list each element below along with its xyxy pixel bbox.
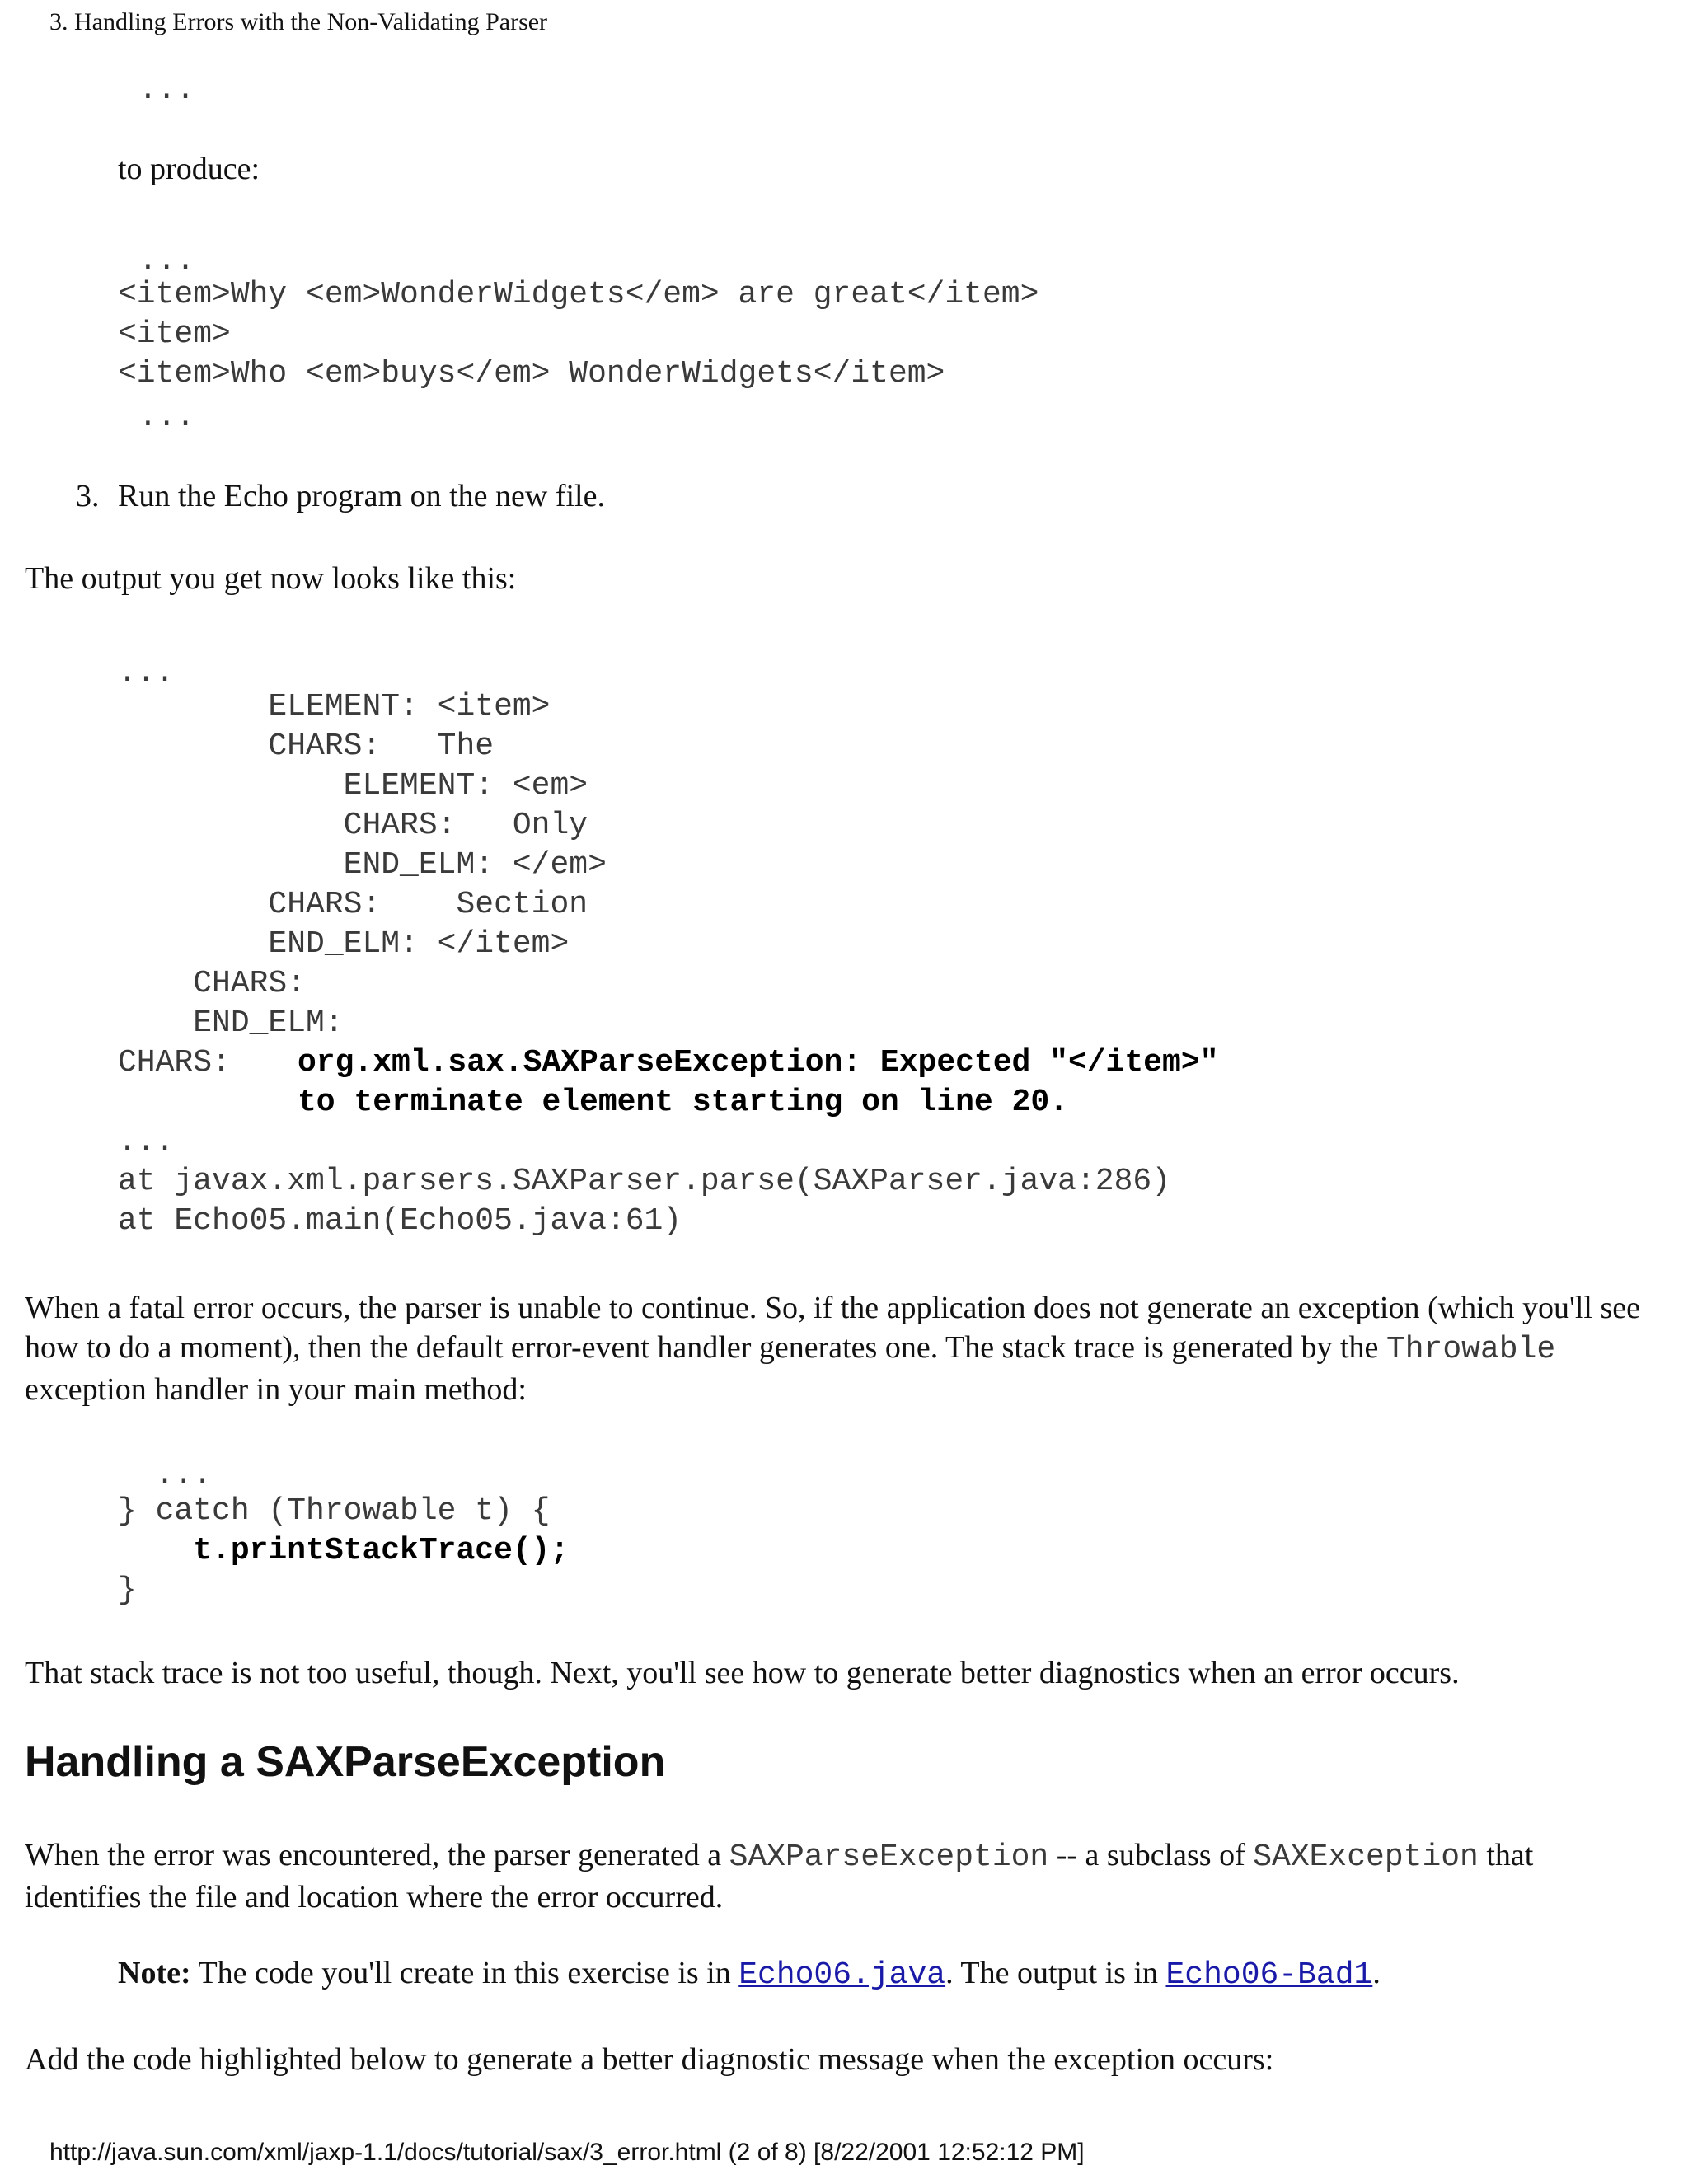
exception-message: to terminate element starting on line 20. <box>298 1085 1068 1120</box>
code-line: <item>Why <em>WonderWidgets</em> are great</item> <box>118 277 1039 312</box>
code-line: ... <box>118 1457 213 1493</box>
inline-code: Throwable <box>1386 1332 1556 1367</box>
intro-text: to produce: <box>118 152 260 186</box>
echo06-bad1-link[interactable]: Echo06-Bad1 <box>1165 1957 1373 1993</box>
code-ellipsis: ... <box>138 73 195 108</box>
paragraph-text: -- a subclass of <box>1048 1838 1254 1872</box>
trace-line: at javax.xml.parsers.SAXParser.parse(SAXParser.java:286) <box>118 1164 1171 1199</box>
note-text: The code you'll create in this exercise is in <box>190 1956 739 1990</box>
exception-message: org.xml.sax.SAXParseException: Expected "</item>" <box>298 1045 1219 1080</box>
output-line: END_ELM: </em> <box>118 847 607 883</box>
code-line: t.printStackTrace(); <box>118 1533 570 1568</box>
code-line: } <box>118 1572 137 1608</box>
code-line: } catch (Throwable t) { <box>118 1493 551 1529</box>
output-intro: The output you get now looks like this: <box>25 561 517 596</box>
output-line: CHARS: Section <box>118 887 588 922</box>
page-footer: http://java.sun.com/xml/jaxp-1.1/docs/tutorial/sax/3_error.html (2 of 8) [8/22/2001 12:52:12 PM] <box>49 2139 1085 2166</box>
inline-code: SAXException <box>1253 1840 1479 1875</box>
output-line: ELEMENT: <em> <box>118 768 588 804</box>
paragraph-text: When a fatal error occurs, the parser is unable to continue. So, if the application does not generate an exception (which you'll see how to do a moment), then the default error-event handler generates one. The stack trace is generated by the <box>25 1291 1640 1365</box>
inline-code: SAXParseException <box>729 1840 1049 1875</box>
paragraph-text: When the error was encountered, the parser generated a <box>25 1838 729 1872</box>
echo06-java-link[interactable]: Echo06.java <box>738 1957 946 1993</box>
output-line: CHARS: The <box>118 729 495 764</box>
code-line: <item> <box>118 316 231 352</box>
step-text: Run the Echo program on the new file. <box>118 479 605 513</box>
stack-note: That stack trace is not too useful, though. Next, you'll see how to generate better diagnostics when an error occurs. <box>25 1656 1460 1690</box>
trace-line: ... <box>118 1124 175 1160</box>
step-number: 3. <box>76 479 100 513</box>
paragraph-text: exception handler in your main method: <box>25 1372 527 1407</box>
note-text: . <box>1372 1956 1381 1990</box>
output-line: END_ELM: </item> <box>118 926 570 962</box>
output-line: ELEMENT: <item> <box>118 689 551 724</box>
output-line: END_ELM: <box>118 1005 344 1041</box>
output-line: CHARS: <box>118 1045 288 1080</box>
note-text: . The output is in <box>945 1956 1166 1990</box>
code-line: <item>Who <em>buys</em> WonderWidgets</item> <box>118 356 945 391</box>
add-code-text: Add the code highlighted below to generate a better diagnostic message when the exception occurs: <box>25 2042 1274 2077</box>
trace-line: at Echo05.main(Echo05.java:61) <box>118 1203 682 1239</box>
output-line: CHARS: Only <box>118 808 588 843</box>
output-line: ... <box>118 655 175 691</box>
code-line: ... <box>138 400 195 435</box>
note <box>118 1955 1381 1993</box>
code-line: ... <box>138 243 195 279</box>
fatal-error-paragraph <box>25 1288 1657 1409</box>
output-line: CHARS: <box>118 966 307 1001</box>
note-label: Note: <box>118 1956 191 1990</box>
paragraph-text: that identifies the file and location where the error occurred. <box>25 1838 1534 1915</box>
section-title: Handling a SAXParseException <box>25 1738 666 1786</box>
sax-paragraph <box>25 1835 1657 1917</box>
page-header: 3. Handling Errors with the Non-Validating Parser <box>49 8 548 35</box>
